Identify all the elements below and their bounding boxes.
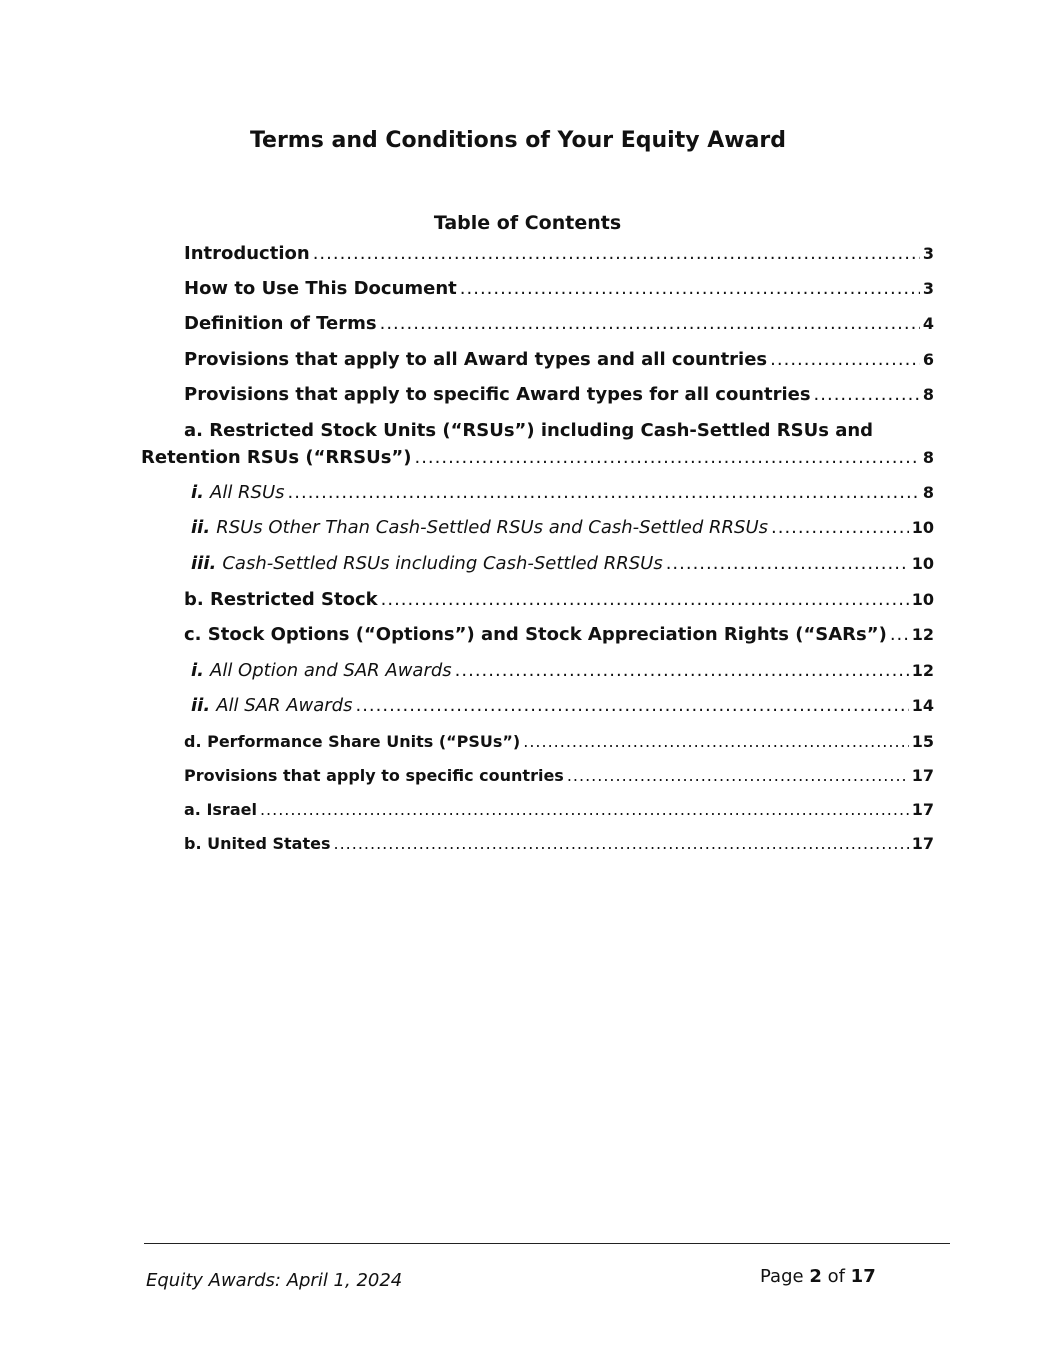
toc-entry-label: Provisions that apply to specific Award types for all countries <box>184 384 811 405</box>
current-page: 2 <box>809 1266 822 1287</box>
toc-entry-label: Retention RSUs (“RRSUs”) <box>141 447 412 468</box>
toc-entry-page: 8 <box>922 448 934 467</box>
footer-divider <box>144 1243 950 1244</box>
toc-entry-introduction[interactable] <box>184 242 934 266</box>
toc-entry-page: 10 <box>911 554 934 573</box>
toc-entry-restricted-stock[interactable] <box>184 588 934 612</box>
toc-entry-label: Introduction <box>184 243 310 264</box>
toc-entry-united-states[interactable] <box>184 832 934 856</box>
toc-entry-rsus-other[interactable] <box>191 516 934 540</box>
toc-entry-page: 14 <box>911 696 934 715</box>
page-word: Page <box>760 1266 804 1287</box>
toc-entry-all-rsus[interactable] <box>191 481 934 505</box>
toc-entry-label: a. Israel <box>184 800 257 819</box>
toc-leader-dots <box>260 798 909 822</box>
toc-entry-provisions-all[interactable] <box>184 348 934 372</box>
toc-leader-dots <box>381 588 909 612</box>
toc-entry-label: All SAR Awards <box>216 695 353 716</box>
toc-entry-label: Cash-Settled RSUs including Cash-Settled RRSUs <box>222 553 663 574</box>
toc-entry-prefix: i. <box>191 660 205 681</box>
toc-entry-page: 17 <box>911 800 934 819</box>
toc-entry-label: RSUs Other Than Cash-Settled RSUs and Cash-Settled RRSUs <box>216 517 769 538</box>
toc-leader-dots <box>460 277 920 301</box>
toc-leader-dots <box>890 623 909 647</box>
toc-leader-dots <box>355 694 908 718</box>
toc-leader-dots <box>313 242 920 266</box>
toc-entry-page: 6 <box>922 350 934 369</box>
toc-leader-dots <box>814 383 920 407</box>
toc-entry-how-to-use[interactable] <box>184 277 934 301</box>
footer-page-number <box>760 1266 876 1287</box>
toc-entry-label: Provisions that apply to specific countries <box>184 766 564 785</box>
toc-entry-label: b. Restricted Stock <box>184 589 378 610</box>
toc-leader-dots <box>333 832 908 856</box>
toc-entry-label: b. United States <box>184 834 331 853</box>
toc-leader-dots <box>770 348 920 372</box>
total-pages: 17 <box>850 1266 876 1287</box>
toc-entry-page: 8 <box>922 385 934 404</box>
toc-entry-stock-options[interactable] <box>184 623 934 647</box>
toc-entry-page: 3 <box>922 279 934 298</box>
toc-entry-page: 17 <box>911 766 934 785</box>
toc-entry-page: 10 <box>911 590 934 609</box>
toc-entry-cash-settled-rsus[interactable] <box>191 552 934 576</box>
toc-leader-dots <box>771 516 909 540</box>
toc-entry-label: All RSUs <box>210 482 285 503</box>
toc-entry-provisions-countries[interactable] <box>184 764 934 788</box>
toc-leader-dots <box>666 552 909 576</box>
toc-entry-page: 10 <box>911 518 934 537</box>
toc-leader-dots <box>567 764 909 788</box>
toc-leader-dots <box>380 312 920 336</box>
toc-entry-page: 12 <box>911 625 934 644</box>
toc-entry-rsus[interactable] <box>141 446 934 470</box>
toc-leader-dots <box>414 446 919 470</box>
toc-entry-prefix: ii. <box>191 695 211 716</box>
toc-entry-page: 17 <box>911 834 934 853</box>
toc-entry-prefix: i. <box>191 482 205 503</box>
document-title: Terms and Conditions of Your Equity Award <box>249 128 787 153</box>
toc-entry-provisions-award-types[interactable] <box>184 383 934 407</box>
of-word: of <box>827 1266 845 1287</box>
toc-entry-page: 12 <box>911 661 934 680</box>
toc-entry-prefix: iii. <box>191 553 217 574</box>
toc-entry-page: 15 <box>911 732 934 751</box>
toc-entry-definition-of-terms[interactable] <box>184 312 934 336</box>
toc-entry-label: All Option and SAR Awards <box>210 660 452 681</box>
footer-date: Equity Awards: April 1, 2024 <box>146 1270 403 1291</box>
toc-entry-option-sar-awards[interactable] <box>191 659 934 683</box>
toc-leader-dots <box>523 730 909 754</box>
toc-entry-page: 3 <box>922 244 934 263</box>
toc-leader-dots <box>288 481 920 505</box>
toc-entry-israel[interactable] <box>184 798 934 822</box>
toc-entry-label: How to Use This Document <box>184 278 457 299</box>
toc-entry-psus[interactable] <box>184 730 934 754</box>
toc-entry-label: d. Performance Share Units (“PSUs”) <box>184 732 521 751</box>
toc-heading: Table of Contents <box>433 212 622 234</box>
toc-entry-sar-awards[interactable] <box>191 694 934 718</box>
toc-entry-rsus-line1[interactable]: a. Restricted Stock Units (“RSUs”) including Cash-Settled RSUs and <box>184 420 874 441</box>
toc-entry-page: 4 <box>922 314 934 333</box>
toc-entry-label: c. Stock Options (“Options”) and Stock Appreciation Rights (“SARs”) <box>184 624 887 645</box>
toc-entry-label: Provisions that apply to all Award types and all countries <box>184 349 768 370</box>
toc-entry-page: 8 <box>922 483 934 502</box>
toc-leader-dots <box>455 659 909 683</box>
toc-entry-label: Definition of Terms <box>184 313 377 334</box>
toc-entry-prefix: ii. <box>191 517 211 538</box>
